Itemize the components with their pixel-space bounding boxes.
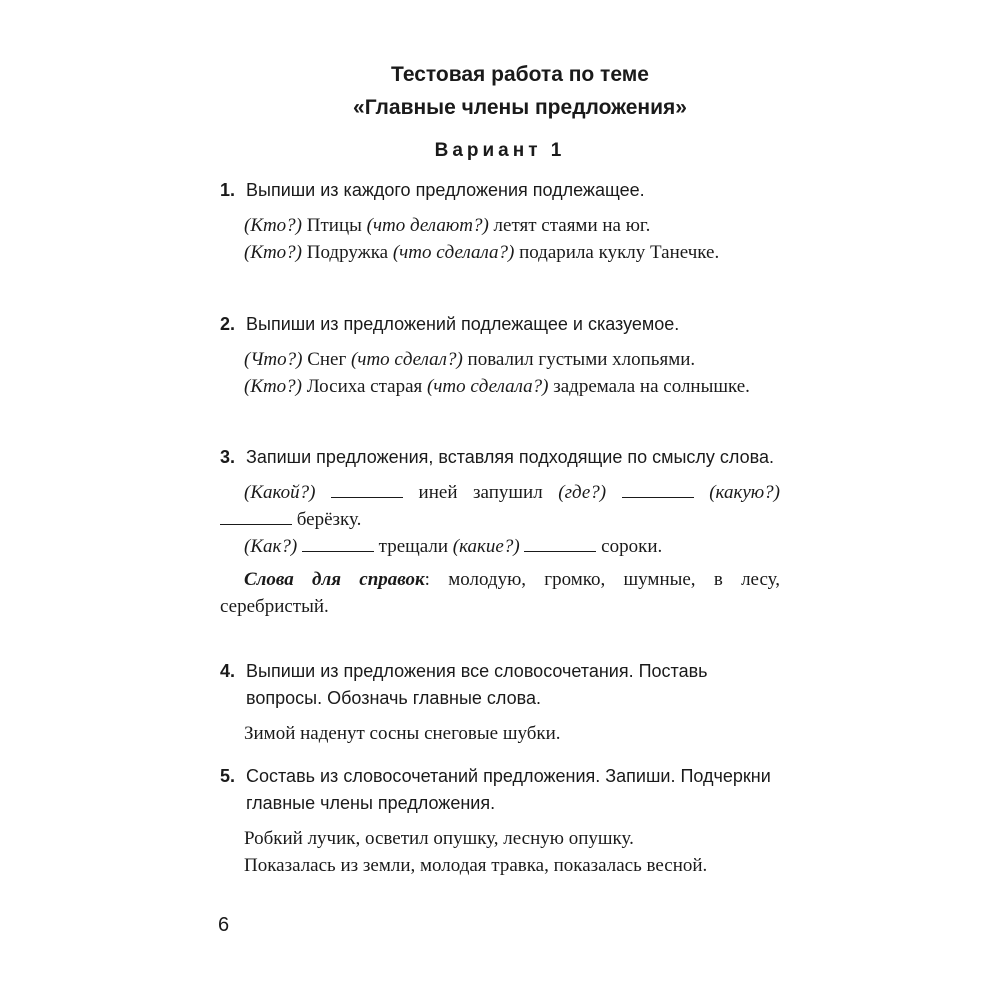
task-5-phrase-1: Робкий лучик, осветил опушку, лесную опушку. xyxy=(244,828,634,849)
task-5-text: Составь из словосочетаний предложения. Запиши. Подчеркни главные члены предложения. xyxy=(246,766,771,813)
task-2-sentence-2 xyxy=(220,373,780,400)
task-1 xyxy=(220,177,780,266)
task-1-sentence-2 xyxy=(220,239,780,266)
task-4 xyxy=(220,658,780,747)
sentence-text: трещали xyxy=(373,536,453,557)
task-3-sentence-1 xyxy=(220,479,780,533)
task-4-text: Выпиши из предложения все словосочетания. Поставь вопросы. Обозначь главные слова. xyxy=(246,661,708,708)
question-hint: (Как?) xyxy=(244,536,298,557)
page-title xyxy=(300,58,740,124)
task-5-body xyxy=(220,825,780,879)
answer-blank[interactable] xyxy=(524,537,596,552)
task-3-number: 3. xyxy=(220,447,236,467)
question-hint: (Кто?) xyxy=(244,376,302,397)
task-1-number: 1. xyxy=(220,180,236,200)
page-number: 6 xyxy=(218,914,230,936)
question-hint: (что сделала?) xyxy=(427,376,549,397)
reference-words xyxy=(220,566,780,620)
question-hint: (где?) xyxy=(558,482,607,503)
sentence-text: подарила куклу Танечке. xyxy=(514,242,720,263)
sentence-text: берёзку. xyxy=(292,509,362,530)
task-5 xyxy=(220,763,780,879)
sentence-text: Лосиха старая xyxy=(302,376,427,397)
answer-blank[interactable] xyxy=(331,483,403,498)
answer-blank[interactable] xyxy=(302,537,374,552)
task-4-body xyxy=(220,720,780,747)
question-hint: (Кто?) xyxy=(244,242,302,263)
task-3-text: Запиши предложения, вставляя подходящие по смыслу слова. xyxy=(246,447,774,467)
sentence-text: задремала на солнышке. xyxy=(548,376,750,397)
reference-list: : молодую, громко, шумные, в лесу, серебристый. xyxy=(220,569,780,617)
reference-label: Слова для справок xyxy=(244,569,425,590)
task-4-instruction xyxy=(220,658,780,712)
question-hint: (что сделал?) xyxy=(351,349,463,370)
task-4-sentence: Зимой наденут сосны снеговые шубки. xyxy=(244,723,561,744)
title-line-1: Тестовая работа по теме xyxy=(391,63,649,86)
variant-heading: Вариант 1 xyxy=(434,140,566,161)
question-hint: (какую?) xyxy=(709,482,781,503)
question-hint: (Какой?) xyxy=(244,482,316,503)
task-1-text: Выпиши из каждого предложения подлежащее. xyxy=(246,180,645,200)
task-2-text: Выпиши из предложений подлежащее и сказуемое. xyxy=(246,314,680,334)
sentence-text: Птицы xyxy=(302,215,367,236)
task-2-sentence-1 xyxy=(220,346,780,373)
sentence-text: сороки. xyxy=(596,536,663,557)
answer-blank[interactable] xyxy=(220,510,292,525)
task-5-phrase-2: Показалась из земли, молодая травка, показалась весной. xyxy=(244,855,708,876)
task-3-sentence-2 xyxy=(220,533,780,560)
sentence-text: иней запушил xyxy=(403,482,559,503)
question-hint: (что делают?) xyxy=(366,215,489,236)
task-3-body xyxy=(220,479,780,620)
task-5-number: 5. xyxy=(220,766,236,786)
sentence-text: летят стаями на юг. xyxy=(488,215,651,236)
task-1-body xyxy=(220,212,780,266)
question-hint: (Кто?) xyxy=(244,215,302,236)
task-2-body xyxy=(220,346,780,400)
question-hint: (Что?) xyxy=(244,349,303,370)
title-line-2: «Главные члены предложения» xyxy=(353,96,687,119)
question-hint: (что сделала?) xyxy=(392,242,515,263)
question-hint: (какие?) xyxy=(452,536,520,557)
task-2 xyxy=(220,311,780,400)
answer-blank[interactable] xyxy=(622,483,694,498)
sentence-text: Снег xyxy=(302,349,352,370)
sentence-text: повалил густыми хлопьями. xyxy=(462,349,696,370)
task-5-instruction xyxy=(220,763,780,817)
task-3 xyxy=(220,444,780,620)
task-2-instruction xyxy=(220,311,780,338)
task-1-instruction xyxy=(220,177,780,204)
task-2-number: 2. xyxy=(220,314,236,334)
sentence-text: Подружка xyxy=(302,242,393,263)
task-3-instruction xyxy=(220,444,780,471)
task-1-sentence-1 xyxy=(220,212,780,239)
task-4-number: 4. xyxy=(220,661,236,681)
